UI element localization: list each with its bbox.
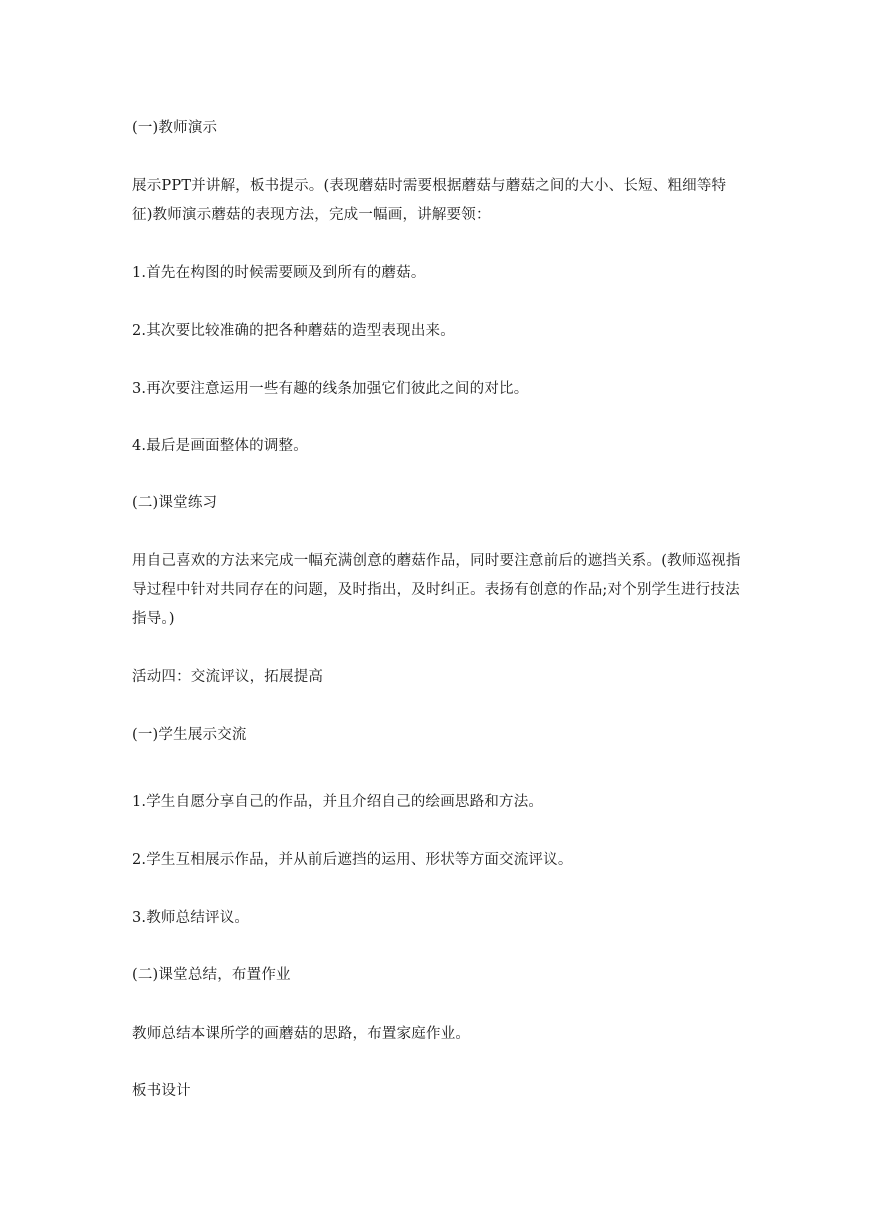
paragraph-summary: 教师总结本课所学的画蘑菇的思路，布置家庭作业。 <box>132 1026 471 1042</box>
section-heading-activity-four: 活动四：交流评议，拓展提高 <box>132 669 324 685</box>
list-item-teacher-summary: 3.教师总结评议。 <box>132 910 250 926</box>
list-item-step-3: 3.再次要注意运用一些有趣的线条加强它们彼此之间的对比。 <box>132 381 529 397</box>
section-heading-class-practice: (二)课堂练习 <box>132 495 218 511</box>
section-heading-teacher-demo: (一)教师演示 <box>132 120 218 136</box>
paragraph-practice-description: 用自己喜欢的方法来完成一幅充满创意的蘑菇作品，同时要注意前后的遮挡关系。(教师巡视指导过程中针对共同存在的问题，及时指出，及时纠正。表扬有创意的作品;对个别学生进行技法指导。) <box>132 553 741 627</box>
paragraph-demo-description: 展示PPT并讲解，板书提示。(表现蘑菇时需要根据蘑菇与蘑菇之间的大小、长短、粗细等特征)教师演示蘑菇的表现方法，完成一幅画，讲解要领： <box>132 178 727 223</box>
list-item-step-1: 1.首先在构图的时候需要顾及到所有的蘑菇。 <box>132 265 426 281</box>
list-item-step-2: 2.其次要比较准确的把各种蘑菇的造型表现出来。 <box>132 323 455 339</box>
list-item-mutual-review: 2.学生互相展示作品，并从前后遮挡的运用、形状等方面交流评议。 <box>132 852 573 868</box>
list-item-share: 1.学生自愿分享自己的作品，并且介绍自己的绘画思路和方法。 <box>132 794 544 810</box>
section-heading-student-showcase: (一)学生展示交流 <box>132 727 247 743</box>
section-heading-board-design: 板书设计 <box>132 1083 191 1099</box>
list-item-step-4: 4.最后是画面整体的调整。 <box>132 438 308 454</box>
section-heading-summary-homework: (二)课堂总结，布置作业 <box>132 967 291 983</box>
